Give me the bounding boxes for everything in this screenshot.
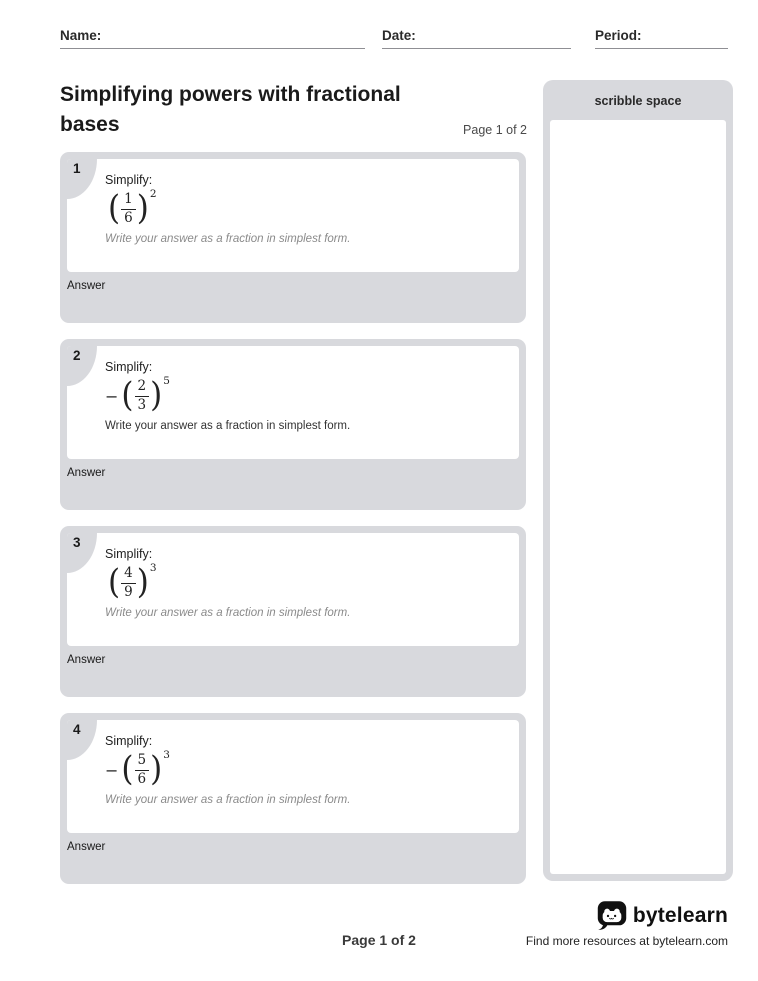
brand-tagline: Find more resources at bytelearn.com xyxy=(525,934,728,948)
right-paren: ) xyxy=(136,562,149,601)
date-field[interactable] xyxy=(382,28,571,49)
question-card-2 xyxy=(60,339,526,510)
denominator: 6 xyxy=(137,770,147,787)
answer-label: Answer xyxy=(67,841,106,853)
corner-notch xyxy=(67,159,97,199)
title-block xyxy=(60,80,527,140)
answer-format-hint: Write your answer as a fraction in simplest form. xyxy=(105,420,351,432)
left-paren: ( xyxy=(108,188,121,227)
page-title-line2: bases xyxy=(60,113,120,136)
page-indicator-top: Page 1 of 2 xyxy=(463,123,527,137)
corner-notch xyxy=(67,346,97,386)
math-expression xyxy=(105,187,157,231)
corner-notch xyxy=(67,720,97,760)
answer-format-hint: Write your answer as a fraction in simplest form. xyxy=(105,607,351,619)
answer-format-hint: Write your answer as a fraction in simplest form. xyxy=(105,794,351,806)
name-field[interactable] xyxy=(60,28,365,49)
scribble-space-panel xyxy=(543,80,733,881)
scribble-space-area[interactable] xyxy=(550,120,726,874)
page-title xyxy=(60,80,401,140)
question-body xyxy=(67,346,519,459)
scribble-space-title: scribble space xyxy=(594,94,682,108)
answer-label: Answer xyxy=(67,654,106,666)
question-number: 1 xyxy=(73,161,81,176)
math-expression xyxy=(105,748,170,792)
math-expression xyxy=(105,561,157,605)
exponent: 5 xyxy=(163,375,170,387)
exponent: 3 xyxy=(163,749,170,761)
answer-label: Answer xyxy=(67,280,106,292)
question-body xyxy=(67,159,519,272)
brand-block xyxy=(526,900,728,948)
left-paren: ( xyxy=(121,375,134,414)
question-prompt: Simplify: xyxy=(105,360,153,374)
question-body xyxy=(67,720,519,833)
name-label: Name: xyxy=(60,28,102,43)
numerator: 5 xyxy=(135,753,150,771)
header-fields xyxy=(60,28,728,49)
fraction xyxy=(134,379,151,413)
fraction xyxy=(134,753,151,787)
answer-format-hint: Write your answer as a fraction in simplest form. xyxy=(105,233,351,245)
corner-notch xyxy=(67,533,97,573)
denominator: 3 xyxy=(137,396,147,413)
question-card-1 xyxy=(60,152,526,323)
fraction xyxy=(120,566,137,600)
period-label: Period: xyxy=(595,28,642,43)
right-paren: ) xyxy=(136,188,149,227)
numerator: 2 xyxy=(135,379,150,397)
question-number: 2 xyxy=(73,348,81,363)
question-prompt: Simplify: xyxy=(105,547,153,561)
bytelearn-logo-icon xyxy=(596,900,628,931)
denominator: 9 xyxy=(124,583,133,600)
brand-row xyxy=(596,900,728,931)
left-paren: ( xyxy=(121,749,134,788)
answer-label: Answer xyxy=(67,467,106,479)
question-list xyxy=(60,152,526,900)
minus-sign: − xyxy=(105,386,119,406)
question-card-3 xyxy=(60,526,526,697)
question-card-4 xyxy=(60,713,526,884)
left-paren: ( xyxy=(108,562,121,601)
question-number: 4 xyxy=(73,722,81,737)
question-prompt: Simplify: xyxy=(105,173,153,187)
minus-sign: − xyxy=(105,760,119,780)
exponent: 2 xyxy=(149,188,157,200)
math-expression xyxy=(105,374,170,418)
brand-name: bytelearn xyxy=(632,903,728,927)
denominator: 6 xyxy=(124,209,133,226)
page-indicator-bottom: Page 1 of 2 xyxy=(342,932,416,948)
right-paren: ) xyxy=(150,375,163,414)
date-label: Date: xyxy=(382,28,416,43)
period-field[interactable] xyxy=(595,28,728,49)
question-number: 3 xyxy=(73,535,81,550)
numerator: 1 xyxy=(121,192,136,210)
fraction xyxy=(120,192,137,226)
question-prompt: Simplify: xyxy=(105,734,153,748)
exponent: 3 xyxy=(149,562,157,574)
numerator: 4 xyxy=(121,566,136,584)
question-body xyxy=(67,533,519,646)
right-paren: ) xyxy=(150,749,163,788)
page-title-line1: Simplifying powers with fractional xyxy=(60,83,401,106)
